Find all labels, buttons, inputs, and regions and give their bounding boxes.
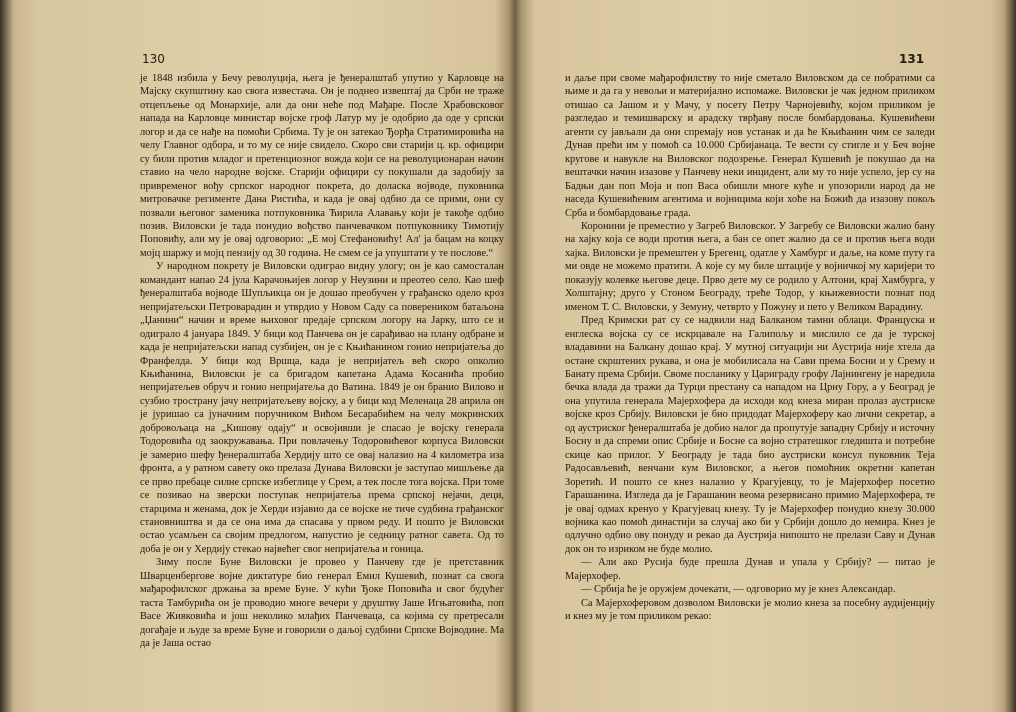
paragraph: Са Мајерхоферовом дозволом Виловски је молио кнеза за посебну аудијенцију и кнез му је том приликом рекао: <box>565 597 935 623</box>
page-number: 130 <box>142 52 165 66</box>
page-number: 131 <box>899 52 925 66</box>
paragraph: Зиму после Буне Виловски је провео у Панчеву где је претставник Шварценбергове војне диктатуре био генерал Емил Кушевић, познат са свога мађарофилског држања за време Буне. У кући Ђоке Поповића и свог будућег таста Тамбурића он је проводио многе вечери у друштву Јаше Игњатовића, поп Васе Живковића и још неколико млађих Панчеваца, са којима су претресали догађаје и људе за време Буне и говорили о даљој судбини Српске Војводине. Ма да је Јаша остао <box>140 557 504 650</box>
dialogue-line: — Србија ће је оружјем дочекати, — одговорио му је кнез Александар. <box>581 584 896 596</box>
page-text <box>140 72 504 650</box>
page-text <box>565 72 935 624</box>
paragraph: Пред Кримски рат су се надвили над Балканом тамни облаци. Француска и енглеска војска су се искрцавале на Галипољу и мислило се да је турској владавини на Балкану дошао крај. У мутној ситуацији ни Аустрија није хтела да остане скрштених рукава, и она је мобилисала на Сави према Босни и у Срему и Банату према Србији. Своме посланику у Цариграду грофу Лајнингену је наредила бечка влада да тражи да Турци престану са нападом на Црну Гору, а у Београд је она упутила генерала Мајерхофера да исходи код кнеза миран пролаз аустриске војске кроз Србију. Виловски је био придодат Мајерхоферу као лични секретар, а од аустриског ђенералштаба је добио налог да пропутује западну Србију и источну Босну и да спреми опис Србије и Босне са војно стратешког гледишта и потребне скице као прилог. У Београду је тада био аустриски консул пуковник Теја Радосављевић, венчани кум Виловског, а његов помоћник окретни капетан Зоретић. И пошто се кнез налазио у Крагујевцу, то је Мајерхофер посетио Гарашанина. Изгледа да је Гарашанин веома резервисано примио Мајерхофера, те је овај одмах кренуо у Крагујевац кнезу. Ту је Мајерхофер понудио кнезу 30.000 војника као помоћ династији за случај ако би у Србији дошло до немира. Кнез је одлучно одбио ову понуду и рекао да Аустрија нипошто не прелази Саву и Дунав док он то изриком не буде молио. <box>565 315 935 555</box>
left-page <box>14 0 511 712</box>
paragraph: У народном покрету је Виловски одиграо видну улогу; он је као самосталан командант напао 24 јула Карачоњијев логор у Неузини и преотео село. Као шеф ђенералштаба војводе Шупљикца он је дошао преобучен у грађанско одело кроз непријатељски Петроварадин и утврдио у Новом Саду са повереником батаљона „Џанини“ начин и време њиховог предаје српском логору на Јарку, што се и одиграло 4 јануара 1849. У бици код Панчева он је сарађивао на плану одбране и када је непријатељски напад сузбијен, он је с Књићанином гонио непријатеља до Франфелда. У бици код Вршца, када је непријатељ већ скоро опколио Књићанина, Виловски је са бригадом капетана Адама Косанића пробио непријатељев обруч и гонио непријатеља до Ватина. 1849 је он бранио Вилово и сузбио тространу јачу непријатељеву војску, а у бици код Меленаца 28 априла он је јуришао са јуначним поручником Вићом Бесарабићем на челу мокринских добровољаца на „Кишову одају“ и освојивши је спасао је војску генерала Тодоровића од заокружавања. При повлачењу Тодоровићевог корпуса Виловски је замерио шефу ђенералштаба Хердију што се овај налазио на 4 километра иза фронта, а у ратном савету око прелаза Дунава Виловски је заступао мишљење да се прво пребаце силне српске избеглице у Срем, а тек после тога војска. При томе се позивао на зверски поступак непријатеља према српској нејачи, деци, старцима и женама, док је Херди изјавио да се војске не тиче судбина грађанског становништва и да се она има да спасава у првом реду. И пошто је Виловски остао усамљен са својим предлогом, напустио је седницу ратног савета. Од то доба је он у Хердију стекао највећег свог непријатеља и гоница. <box>140 261 504 555</box>
dialogue-line: — Али ако Русија буде прешла Дунав и упала у Србију? — питао је Мајерхофер. <box>565 557 935 582</box>
right-page <box>519 0 1004 712</box>
paragraph: Коронини је преместио у Загреб Виловског. У Загребу се Виловски жалио бану на хајку која се води против њега, а бан се опет жалио да се и против њега води хајка. Виловски је премештен у Брегенц, одатле у Хамбург и даље, на коме путу га ми овде не можемо пратити. А које су му биле штације у војничкој му каријери то показују колевке његове деце. Прво дете му се родило у Алтони, крај Хамбурга, у Холштајну; друго у Стоном Београду, треће Тодор, у књижевности познат под именом Т. С. Виловски, у Земуну, четврто у Пожуну и пето у Великом Варадину. <box>565 220 935 313</box>
paragraph: је 1848 избила у Бечу револуција, њега је ђенералштаб упутио у Карловце на Мајску скупштину као свога известача. Он је поднео извештај да Срби не траже отцепљење од Монархије, али да они неће под Мађаре. После Храбовсковог напада на Карловце министар војске гроф Латур му је одобрио да оде у српски логор и да се нађе на помоћи Србима. Ту је он затекао Ђорђа Стратимировића на челу Главног одбора, и то му се није свидело. Скоро сви старији ц. кр. официри су били против младог и претенциозног вожда који се на револуционаран начин ставио на чело народне војске. Старији официри су покушали да задобију за привременог вођу српског народног покрета, до доласка војводе, пуковника митровачке регименте Дана Ристића, и када је овај одбио да се прими, они су позвали његовог заменика потпуковника Ћирила Алавању који је такође одбио позив. Виловски је тада понудио вођство панчевачком потпуковнику Тимотију Поповићу, али му је овај одговорио: „Е мој Стефановићу! Ал' ја бацам на коцку мојц шаржу и мојц пензију од 30 година. Не смем се ја упуштати у те послове.“ <box>140 73 504 259</box>
paragraph: и даље при своме мађарофилству то није сметало Виловском да се побратими са њиме и да га у невољи и материјално испомаже. Виловски је чак једном приликом отишао са Јашом и у Мачу, у посету Петру Чарнојевићу, којом приликом је разгледао и темишварску и арадску тврђаву после бомбардовања. Кушевићеви агенти су јављали да они спремају нов устанак и да ће Књићанин чим се заледи Дунав прећи им у помоћ са 10.000 Србијанаца. Те вести су стигле и у Беч војне кругове и навукле на Виловског подозрење. Генерал Кушевић је покушао да на вештачки начин изазове у Панчеву неки инцидент, али му то није успело, јер су на Бадњи дан поп Моја и поп Васа обишли многе куће и упозорили народ да не наседа Кушевићевим агентима и војницима који хоће на Божић да изазову покољ Срба и бомбардовање града. <box>565 73 935 219</box>
